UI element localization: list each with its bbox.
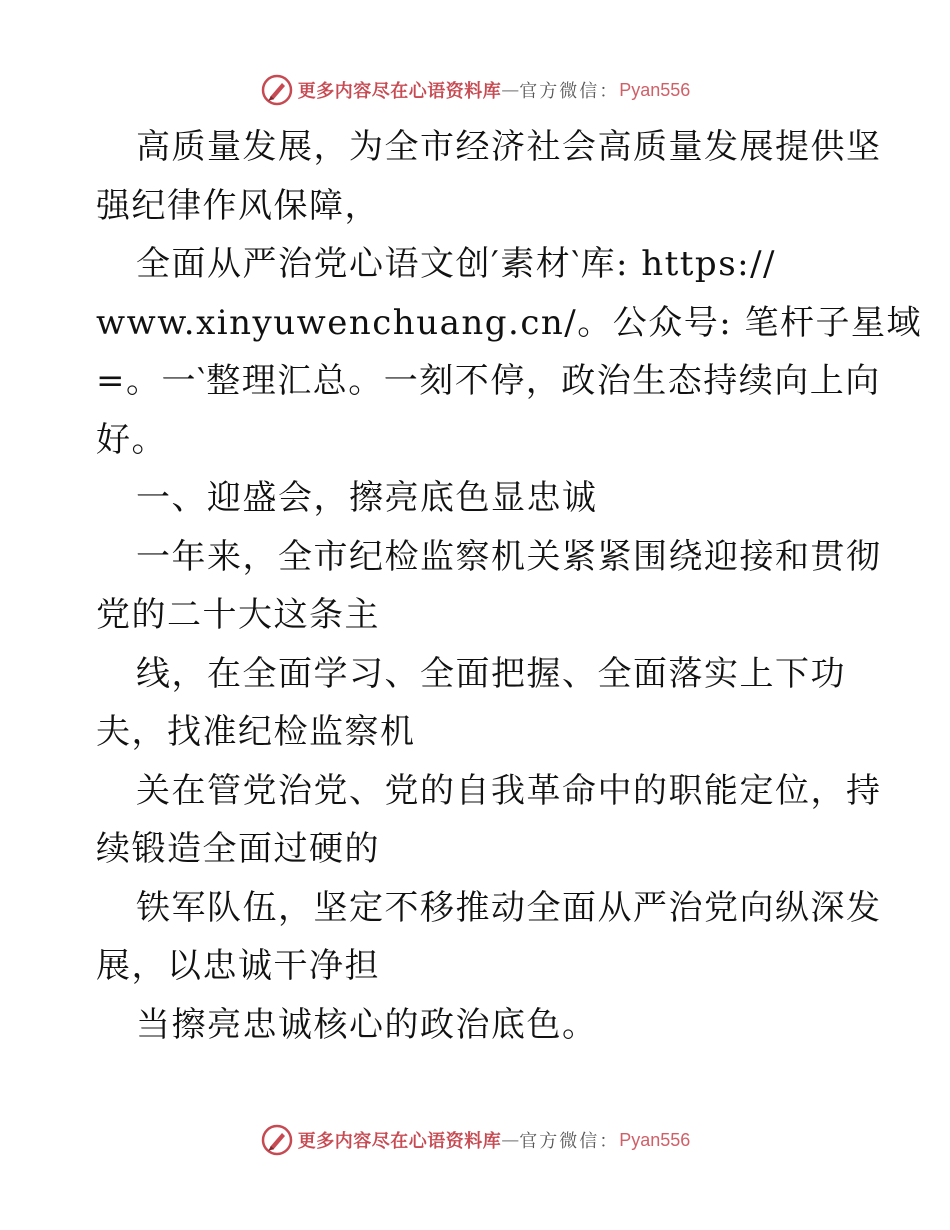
paragraph-line: 一年来，全市纪检监察机关紧紧围绕迎接和贯彻 (136, 536, 882, 577)
paragraph-line: 夫，找准纪检监察机 (96, 712, 416, 752)
section-heading: 一、迎盛会，擦亮底色显忠诚 (136, 478, 598, 518)
banner-brand-text: 更多内容尽在心语资料库 (297, 81, 502, 102)
banner-wechat-label: 官方微信： (519, 1131, 620, 1152)
banner-separator: — (501, 1129, 520, 1151)
paragraph-line: 关在管党治党、党的自我革命中的职能定位，持 (136, 770, 882, 811)
banner-brand-text: 更多内容尽在心语资料库 (297, 1131, 502, 1152)
paragraph-line: 续锻造全面过硬的 (96, 829, 380, 869)
paragraph-line: 党的二十大这条主 (96, 595, 380, 635)
paragraph-line: www.xinyuwenchuang.cn/。公众号: 笔杆子星域 (96, 302, 922, 343)
banner-separator: — (501, 79, 520, 101)
banner-wechat-id: Pyan556 (619, 1129, 691, 1150)
paragraph-line: 强纪律作风保障， (96, 185, 380, 226)
banner-wechat-label: 官方微信： (519, 81, 620, 102)
paragraph-line: 全面从严治党心语文创′素材‵库: https:// (136, 244, 777, 284)
paragraph-line: 线，在全面学习、全面把握、全面落实上下功 (136, 653, 846, 694)
paragraph-line: 高质量发展，为全市经济社会高质量发展提供坚 (136, 127, 882, 167)
paragraph-line: 好。 (96, 419, 167, 460)
footer-banner (0, 1120, 950, 1160)
paragraph-line: 展，以忠诚干净担 (96, 946, 380, 986)
paragraph-line: 铁军队伍，坚定不移推动全面从严治党向纵深发 (136, 887, 882, 928)
document-body (96, 118, 922, 1054)
paragraph-line: 当擦亮忠诚核心的政治底色。 (136, 1004, 598, 1045)
pen-logo-icon (260, 73, 294, 107)
header-banner (0, 70, 950, 110)
paragraph-line: =。一‵整理汇总。一刻不停，政治生态持续向上向 (96, 361, 881, 401)
banner-wechat-id: Pyan556 (619, 79, 691, 100)
pen-logo-icon (260, 1123, 294, 1157)
